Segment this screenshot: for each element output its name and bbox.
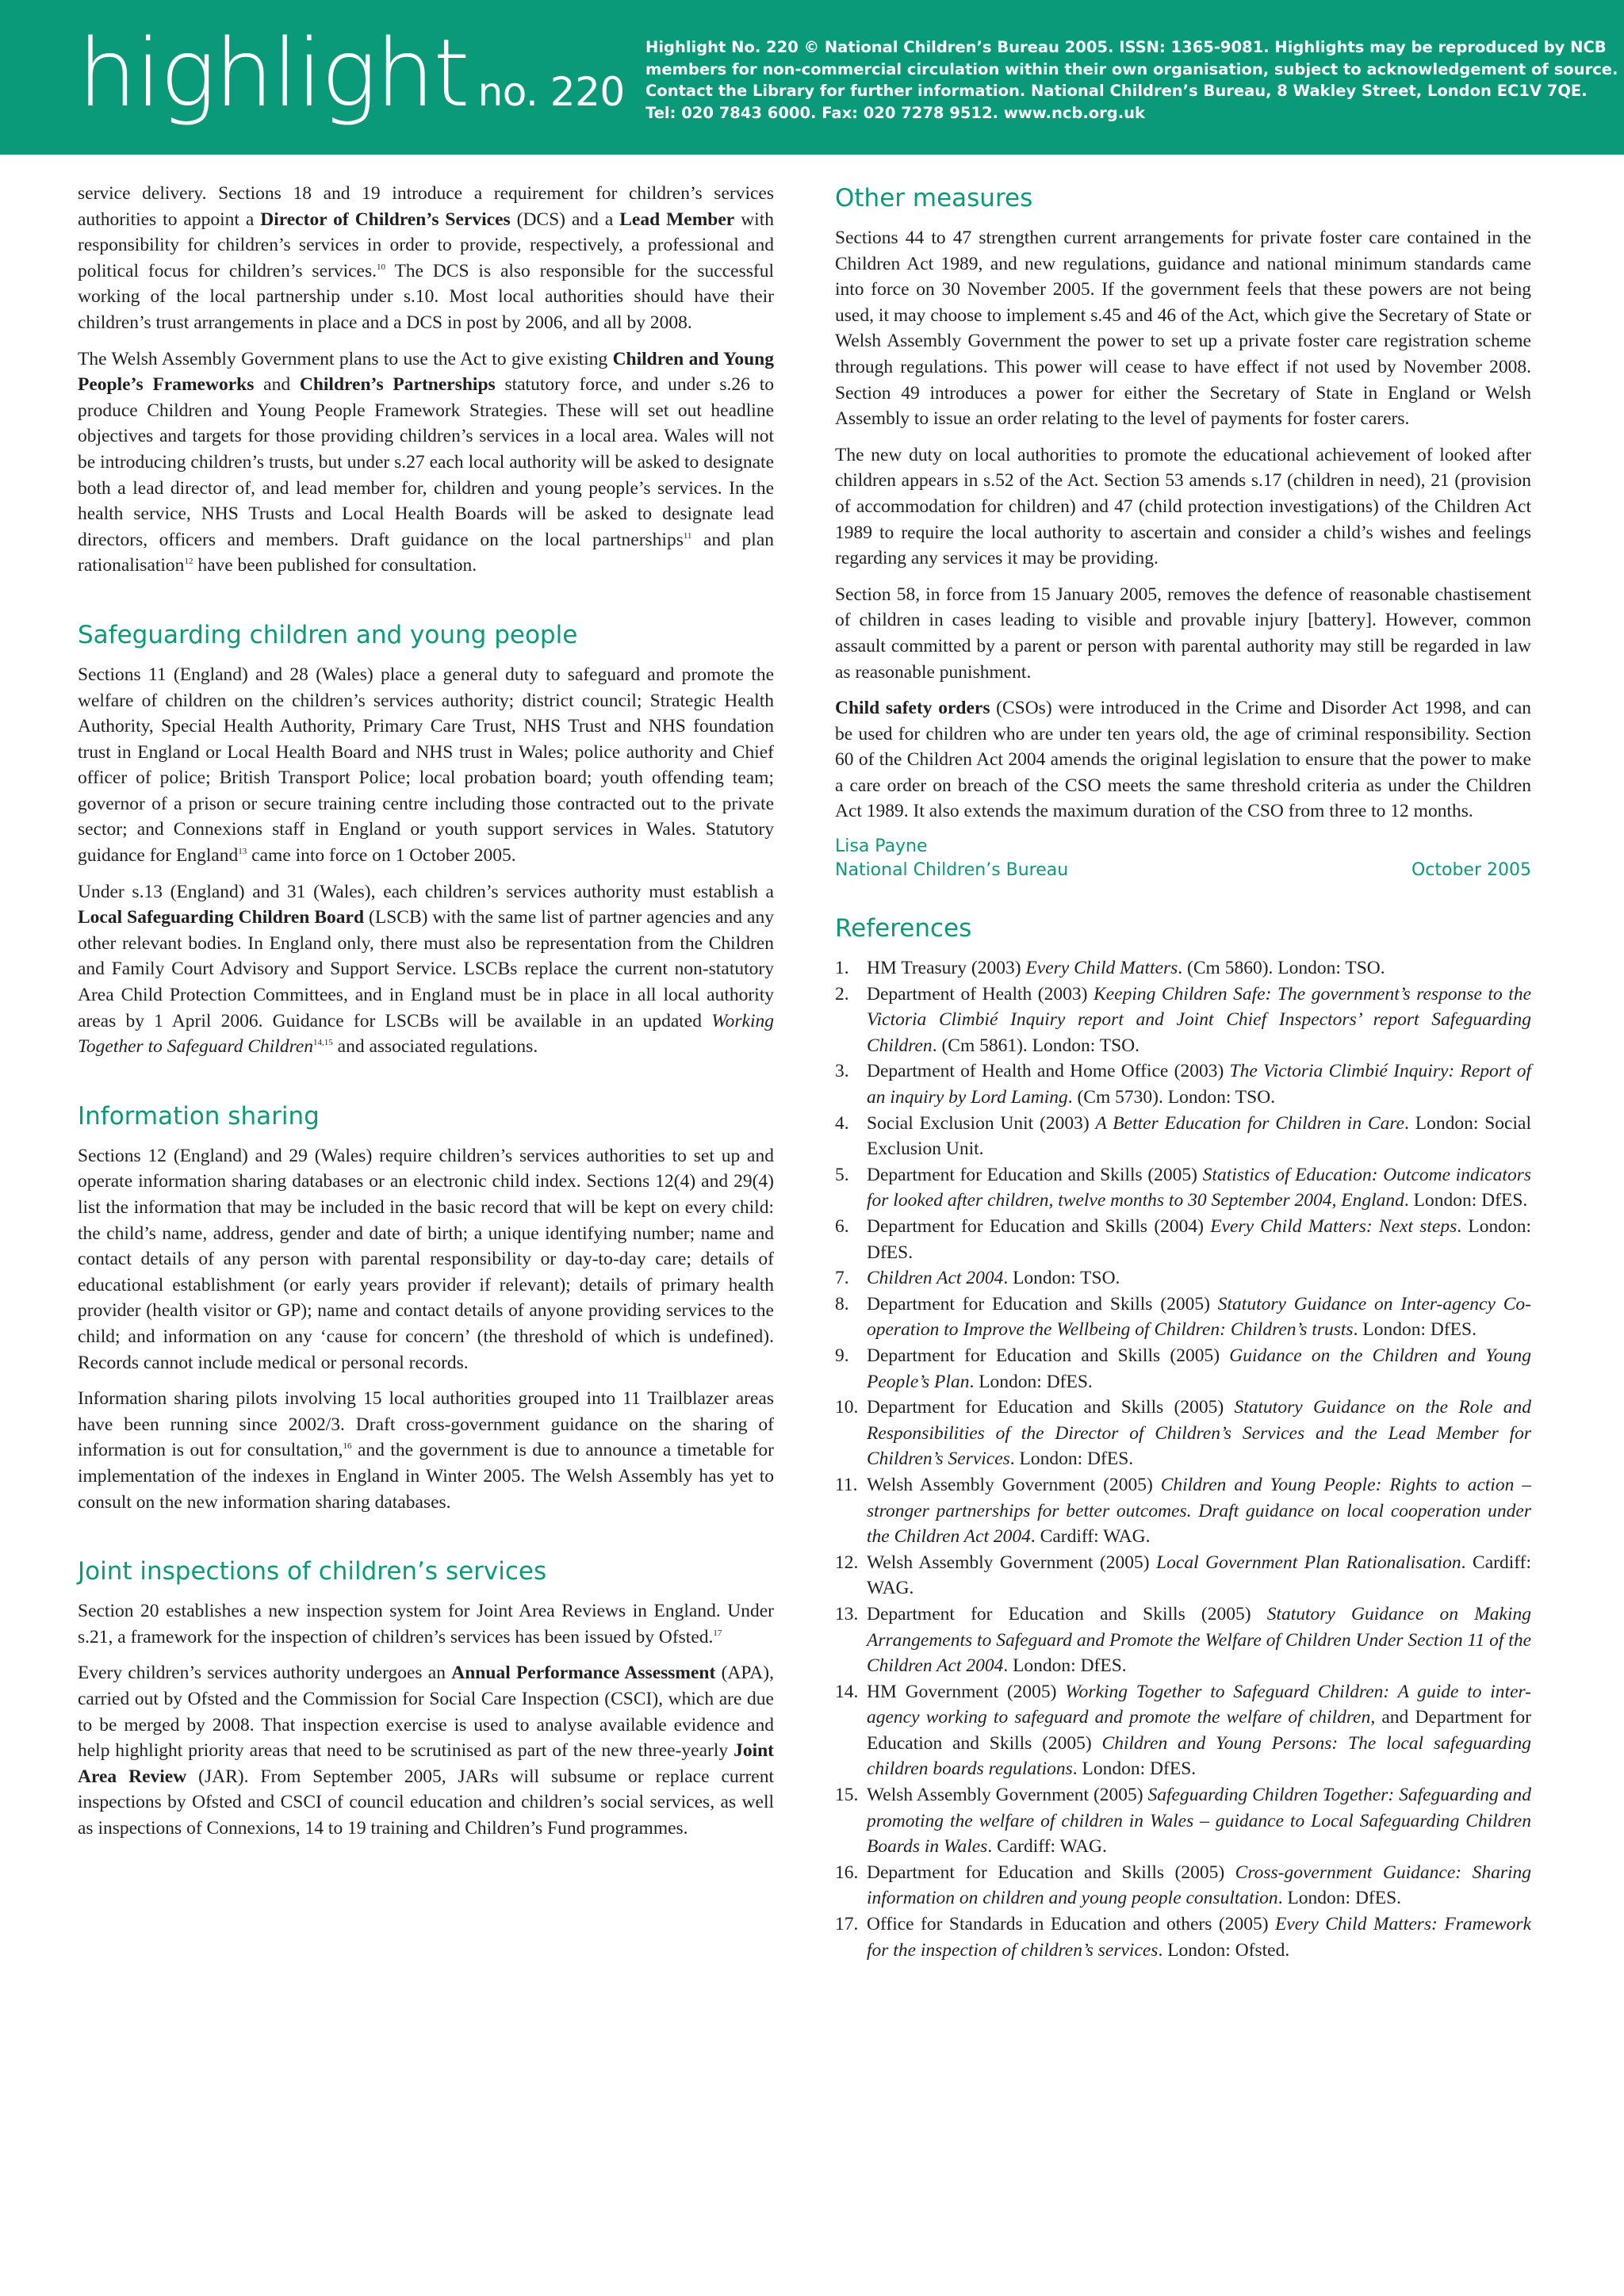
masthead-line: Contact the Library for further information. National Children’s Bureau, 8 Wakley Street, London EC1V 7QE.	[645, 82, 1588, 100]
author-name: Lisa Payne	[835, 836, 928, 857]
section-heading-safeguarding: Safeguarding children and young people	[78, 620, 578, 649]
reference-item: 14. HM Government (2005) Working Together to Safeguard Children: A guide to inter-agency working to safeguard and promote the welfare of children, and Department for Education and Skills (2005) Children and Young Persons: The local safeguarding children boards regulations. London: DfES.	[835, 1681, 1531, 1780]
masthead-line: Highlight No. 220 © National Children’s Bureau 2005. ISSN: 1365-9081. Highlights may be reproduced by NCB	[645, 38, 1607, 56]
brand-logo	[78, 17, 625, 128]
reference-item: 11. Welsh Assembly Government (2005) Children and Young People: Rights to action – stronger partnerships for better outcomes. Draft guidance on local cooperation under the Children Act 2004. Cardiff: WAG.	[835, 1474, 1531, 1548]
section-heading-other-measures: Other measures	[835, 184, 1033, 212]
reference-item: 2. Department of Health (2003) Keeping Children Safe: The government’s response to the Victoria Climbié Inquiry report and Joint Chief Inspectors’ report Safeguarding Children. (Cm 5861). London: TSO.	[835, 983, 1532, 1056]
paragraph: Section 20 establishes a new inspection system for Joint Area Reviews in England. Under s.21, a framework for the inspection of children’s services has been issued by Ofsted.$^{17}$	[78, 1601, 774, 1647]
paragraph: Sections 12 (England) and 29 (Wales) require children’s services authorities to set up and operate information sharing databases or an electronic child index. Sections 12(4) and 29(4) list the information that may be included in the basic record that will be kept on every child: the child’s name, address, gender and date of birth; a unique identifying number; name and contact details of any person with parental responsibility or day-to-day care; details of educational establishment (or early years provider if relevant); details of primary health provider (health visitor or GP); name and contact details of anyone providing services to the child; and information on any ‘cause for concern’ (the threshold of which is undefined). Records cannot include medical or personal records.	[78, 1145, 774, 1373]
reference-item: 1. HM Treasury (2003) Every Child Matters. (Cm 5860). London: TSO.	[835, 958, 1385, 979]
paragraph: Sections 11 (England) and 28 (Wales) place a general duty to safeguard and promote the welfare of children on the children’s services authority; district council; Strategic Health Authority, Special Health Authority, Primary Care Trust, NHS Trust and NHS foundation trust in England or Local Health Board and NHS trust in Wales; police authority and Chief officer of police; British Transport Police; local probation board; youth offending team; governor of a prison or secure training centre including those contracted out to the private sector; and Connexions staff in England or youth support services in Wales. Statutory guidance for England$^{13}$ came into force on 1 October 2005.	[78, 664, 774, 867]
section-heading-information-sharing: Information sharing	[78, 1101, 320, 1131]
masthead-info	[645, 36, 1618, 124]
paragraph: The Welsh Assembly Government plans to use the Act to give existing Children and Young People’s Frameworks and Children’s Partnerships statutory force, and under s.26 to produce Children and Young People Framework Strategies. These will set out headline objectives and targets for those providing children’s services in a local area. Wales will not be introducing children’s trusts, but under s.27 each local authority will be asked to designate both a lead director of, and lead member for, children and young people’s services. In the health service, NHS Trusts and Local Health Boards will be asked to designate lead directors, officers and members. Draft guidance on the local partnerships$^{11}$ and plan rationalisation$^{12}$ have been published for consultation.	[78, 348, 775, 576]
masthead-line: members for non-commercial circulation within their own organisation, subject to acknowledgement of source.	[645, 59, 1618, 78]
reference-item: 7. Children Act 2004. London: TSO.	[835, 1268, 1120, 1289]
section-heading-references: References	[835, 914, 972, 943]
paragraph: Child safety orders (CSOs) were introduced in the Crime and Disorder Act 1998, and can be used for children who are under ten years old, the age of criminal responsibility. Section 60 of the Children Act 2004 amends the original legislation to ensure that the power to make a care order on breach of the CSO meets the same threshold criteria as under the Children Act 1989. It also extends the maximum duration of the CSO from three to 12 months.	[835, 698, 1531, 822]
section-heading-joint-inspections: Joint inspections of children’s services	[78, 1557, 547, 1586]
reference-item: 9. Department for Education and Skills (2005) Guidance on the Children and Young People’s Plan. London: DfES.	[835, 1345, 1532, 1392]
reference-item: 15. Welsh Assembly Government (2005) Safeguarding Children Together: Safeguarding and promoting the welfare of children in Wales – guidance to Local Safeguarding Children Boards in Wales. Cardiff: WAG.	[835, 1785, 1531, 1858]
reference-item: 8. Department for Education and Skills (2005) Statutory Guidance on Inter-agency Co-operation to Improve the Wellbeing of Children: Children’s trusts. London: DfES.	[835, 1293, 1531, 1341]
reference-item: 3. Department of Health and Home Office (2003) The Victoria Climbié Inquiry: Report of an inquiry by Lord Laming. (Cm 5730). London: TSO.	[835, 1061, 1531, 1108]
author-organisation: National Children’s Bureau	[835, 860, 1069, 881]
issue-number: no. 220	[477, 69, 625, 115]
paragraph: service delivery. Sections 18 and 19 introduce a requirement for children’s services authorities to appoint a Director of Children’s Services (DCS) and a Lead Member with responsibility for children’s services in order to provide, respectively, a professional and political focus for children’s services.$^{10}$ The DCS is also responsible for the successful working of the local partnership under s.10. Most local authorities should have their children’s trust arrangements in place and a DCS in post by 2006, and all by 2008.	[78, 183, 774, 333]
references-list	[835, 955, 1531, 1963]
reference-item: 4. Social Exclusion Unit (2003) A Better Education for Children in Care. London: Social Exclusion Unit.	[835, 1112, 1531, 1160]
publication-date: October 2005	[1411, 860, 1531, 881]
reference-item: 16. Department for Education and Skills (2005) Cross-government Guidance: Sharing information on children and young people consultation. London: DfES.	[835, 1862, 1531, 1909]
reference-item: 17. Office for Standards in Education and others (2005) Every Child Matters: Framework for the inspection of children’s services. London: Ofsted.	[835, 1914, 1531, 1961]
reference-item: 10. Department for Education and Skills (2005) Statutory Guidance on the Role and Responsibilities of the Director of Children’s Services and the Lead Member for Children’s Services. London: DfES.	[835, 1397, 1531, 1470]
paragraph: Every children’s services authority undergoes an Annual Performance Assessment (APA), carried out by Ofsted and the Commission for Social Care Inspection (CSCI), which are due to be merged by 2008. That inspection exercise is used to analyse available evidence and help highlight priority areas that need to be scrutinised as part of the new three-yearly Joint Area Review (JAR). From September 2005, JARs will subsume or replace current inspections by Ofsted and CSCI of council education and children’s social services, as well as inspections of Connexions, 14 to 19 training and Children’s Fund programmes.	[78, 1663, 774, 1839]
right-column	[835, 181, 1531, 1963]
author-block	[835, 835, 1531, 882]
masthead-line: Tel: 020 7843 6000. Fax: 020 7278 9512. www.ncb.org.uk	[645, 103, 1145, 122]
paragraph: The new duty on local authorities to promote the educational achievement of looked after children appears in s.52 of the Act. Section 53 amends s.17 (children in need), 21 (provision of accommodation for children) and 47 (child protection investigations) of the Children Act 1989 to require the local authority to ascertain and consider a child’s wishes and feelings regarding any services it may be providing.	[835, 444, 1531, 569]
reference-item: 12. Welsh Assembly Government (2005) Local Government Plan Rationalisation. Cardiff: WAG.	[835, 1552, 1531, 1599]
reference-item: 6. Department for Education and Skills (2004) Every Child Matters: Next steps. London: DfES.	[835, 1216, 1531, 1263]
paragraph: Section 58, in force from 15 January 2005, removes the defence of reasonable chastisement of children in cases leading to visible and provable injury [battery]. However, common assault committed by a parent or person with parental authority may still be regarded in law as reasonable punishment.	[835, 584, 1531, 683]
reference-item: 5. Department for Education and Skills (2005) Statistics of Education: Outcome indicators for looked after children, twelve months to 30 September 2004, England. London: DfES.	[835, 1164, 1531, 1211]
brand-word: highlight	[78, 18, 469, 128]
header-band	[0, 0, 1624, 155]
paragraph: Information sharing pilots involving 15 local authorities grouped into 11 Trailblazer areas have been running since 2002/3. Draft cross-government guidance on the sharing of information is out for consultation,$^{16}$ and the government is due to announce a timetable for implementation of the indexes in England in Winter 2005. The Welsh Assembly has yet to consult on the new information sharing databases.	[78, 1388, 774, 1513]
reference-item: 13. Department for Education and Skills (2005) Statutory Guidance on Making Arrangements to Safeguard and Promote the Welfare of Children Under Section 11 of the Children Act 2004. London: DfES.	[835, 1603, 1531, 1677]
left-column	[78, 181, 774, 1851]
paragraph: Sections 44 to 47 strengthen current arrangements for private foster care contained in the Children Act 1989, and new regulations, guidance and national minimum standards came into force on 30 November 2005. If the government feels that these powers are not being used, it may choose to implement s.45 and 46 of the Act, which give the Secretary of State or Welsh Assembly Government the power to set up a private foster care registration scheme through regulations. This power will cease to have effect if not used by November 2008. Section 49 introduces a power for either the Secretary of State in England or Welsh Assembly to issue an order relating to the level of payments for foster carers.	[835, 228, 1531, 430]
paragraph: Under s.13 (England) and 31 (Wales), each children’s services authority must establish a Local Safeguarding Children Board (LSCB) with the same list of partner agencies and any other relevant bodies. In England only, there must also be representation from the Children and Family Court Advisory and Support Service. LSCBs replace the current non-statutory Area Child Protection Committees, and in England must be in place in all local authority areas by 1 April 2006. Guidance for LSCBs will be available in an updated Working Together to Safeguard Children$^{14,15}$ and associated regulations.	[78, 881, 774, 1058]
